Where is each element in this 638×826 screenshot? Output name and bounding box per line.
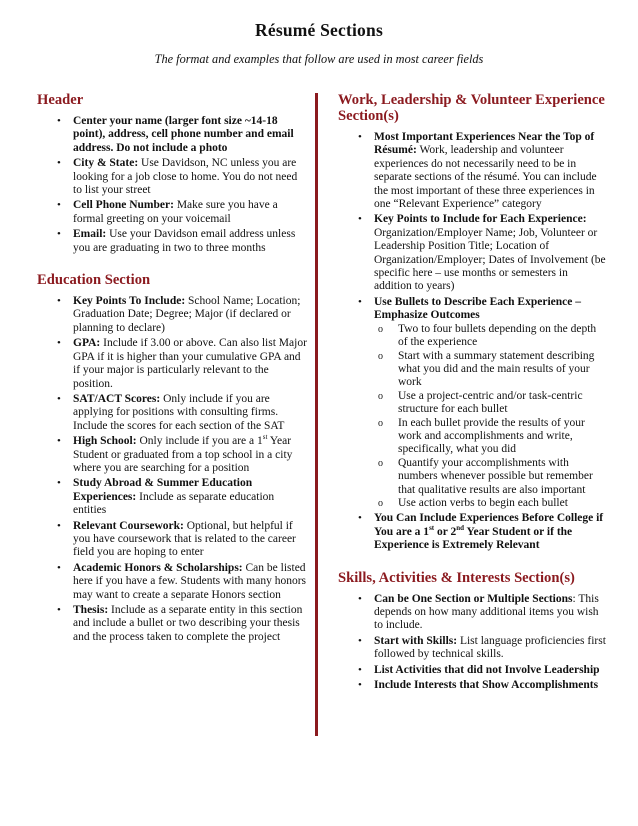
right-column	[338, 92, 606, 694]
sub-list-item: o Quantify your accomplishments with numbers whenever possible but remember that qualitative results are also important	[378, 456, 593, 496]
bullet-icon: •	[57, 157, 61, 170]
sub-list-item: o Two to four bullets depending on the depth of the experience	[378, 322, 597, 349]
list-item: • Most Important Experiences Near the Top of Résumé: Work, leadership and volunteer experiences do not necessarily need to be in separate sections of the résumé. You can include the most important of these three experiences in one “Relevant Experience” category	[358, 131, 597, 211]
bullet-icon: •	[57, 392, 61, 405]
list-item: • Relevant Coursework: Optional, but helpful if you have coursework that is related to the career field you are hoping to enter	[57, 519, 296, 559]
bullet-icon: •	[57, 435, 61, 448]
education-section-list	[37, 295, 307, 644]
bullet-icon: •	[358, 634, 362, 647]
header-section-heading: Header	[37, 92, 84, 108]
list-item: • Key Points To Include: School Name; Location; Graduation Date; Degree; Major (if declared or planning to declare)	[57, 295, 301, 334]
list-item: • Email: Use your Davidson email address unless you are graduating in two to three months	[57, 228, 296, 254]
sub-bullet-icon: o	[378, 457, 383, 469]
list-item: • High School: Only include if you are a 1st Year Student or graduated from a top school in a city where you are searching for a position	[57, 433, 293, 474]
bullet-icon: •	[358, 131, 362, 143]
bullet-icon: •	[358, 295, 362, 308]
list-item: • Key Points to Include for Each Experience: Organization/Employer Name; Job, Volunteer or Leadership Position Title; Location of Organization/Employer; Dates of Involvement (be specific here – use months or semesters in addition to years)	[358, 213, 606, 293]
bullet-icon: •	[57, 337, 61, 350]
sub-list-item: o Use a project-centric and/or task-centric structure for each bullet	[378, 389, 583, 416]
column-divider	[315, 93, 318, 736]
bullet-icon: •	[57, 477, 61, 490]
list-item: • City & State: Use Davidson, NC unless you are looking for a job close to home. You do not need to list your street	[57, 157, 298, 197]
page-subtitle: The format and examples that follow are used in most career fields	[154, 52, 484, 66]
left-column	[37, 92, 307, 646]
sub-bullet-icon: o	[378, 417, 383, 429]
list-item: • You Can Include Experiences Before College if You are a 1st or 2nd Year Student or if the Experience is Extremely Relevant	[358, 512, 604, 552]
bullet-icon: •	[358, 512, 362, 525]
list-item: • Thesis: Include as a separate entity in this section and include a bullet or two describing your thesis and the process taken to complete the project	[57, 604, 303, 643]
work-section-heading: Work, Leadership & Volunteer Experience Section(s)	[338, 92, 605, 124]
bullet-icon: •	[57, 561, 61, 574]
bullet-icon: •	[57, 228, 61, 241]
skills-section-list	[338, 593, 606, 693]
list-item: • SAT/ACT Scores: Only include if you are applying for positions with consulting firms. Include the scores for each section of the SAT	[57, 392, 285, 432]
work-section-list	[338, 131, 606, 553]
sub-bullet-icon: o	[378, 350, 383, 362]
bullet-icon: •	[57, 199, 61, 212]
skills-section-heading: Skills, Activities & Interests Section(s)	[338, 569, 575, 586]
sub-list-item: o Use action verbs to begin each bullet	[378, 496, 568, 509]
bullet-icon: •	[358, 592, 362, 605]
list-item: • Center your name (larger font size ~14-18 point), address, cell phone number and email address. Do not include a photo	[57, 115, 294, 154]
list-item: • Include Interests that Show Accomplishments	[358, 679, 599, 692]
bullet-icon: •	[57, 604, 61, 616]
header-section-list	[37, 115, 307, 255]
bullet-icon: •	[358, 663, 362, 676]
bullet-icon: •	[57, 295, 61, 308]
sub-list-item: o In each bullet provide the results of your work and accomplishments and write, specifically, what you did	[378, 416, 585, 456]
bullet-icon: •	[57, 115, 61, 127]
bullet-icon: •	[57, 519, 61, 532]
sub-bullet-icon: o	[378, 390, 383, 402]
page-title: Résumé Sections	[255, 20, 383, 40]
list-item: • Academic Honors & Scholarships: Can be listed here if you have a few. Students with many honors may want to create a separate Honors section	[57, 561, 307, 601]
sub-bullet-icon: o	[378, 497, 383, 509]
education-section-heading: Education Section	[37, 272, 151, 289]
list-item: • Use Bullets to Describe Each Experience – Emphasize Outcomes o Two to four bullets depending on the depth of the experience o Start with a summary statement describing what you did and the main results of your work o Use a project-centric and/or task-centric structure for each bullet o In each bullet provide the results of your work and accomplishments and write, specifically, what you did o Quantify your accomplishments with numbers whenever possible but remember that qualitative results are also important o Use action verbs to begin each bullet	[338, 296, 606, 511]
list-item: • GPA: Include if 3.00 or above. Can also list Major GPA if it is higher than your cumulative GPA and if your major is particularly relevant to the position.	[57, 337, 307, 390]
list-item: • Cell Phone Number: Make sure you have a formal greeting on your voicemail	[57, 199, 278, 225]
sub-list-item: o Start with a summary statement describing what you did and the main results of your work	[378, 349, 595, 389]
list-item: • Can be One Section or Multiple Sections: This depends on how many additional items you wish to include.	[358, 592, 599, 632]
sub-bullet-icon: o	[378, 323, 383, 335]
list-item: • Study Abroad & Summer Education Experiences: Include as separate education entities	[57, 477, 275, 517]
bullet-icon: •	[358, 679, 362, 692]
sub-bullet-list	[374, 323, 606, 511]
list-item: • List Activities that did not Involve Leadership	[358, 663, 600, 676]
list-item: • Start with Skills: List language proficiencies first followed by technical skills.	[358, 634, 606, 661]
bullet-icon: •	[358, 213, 362, 226]
